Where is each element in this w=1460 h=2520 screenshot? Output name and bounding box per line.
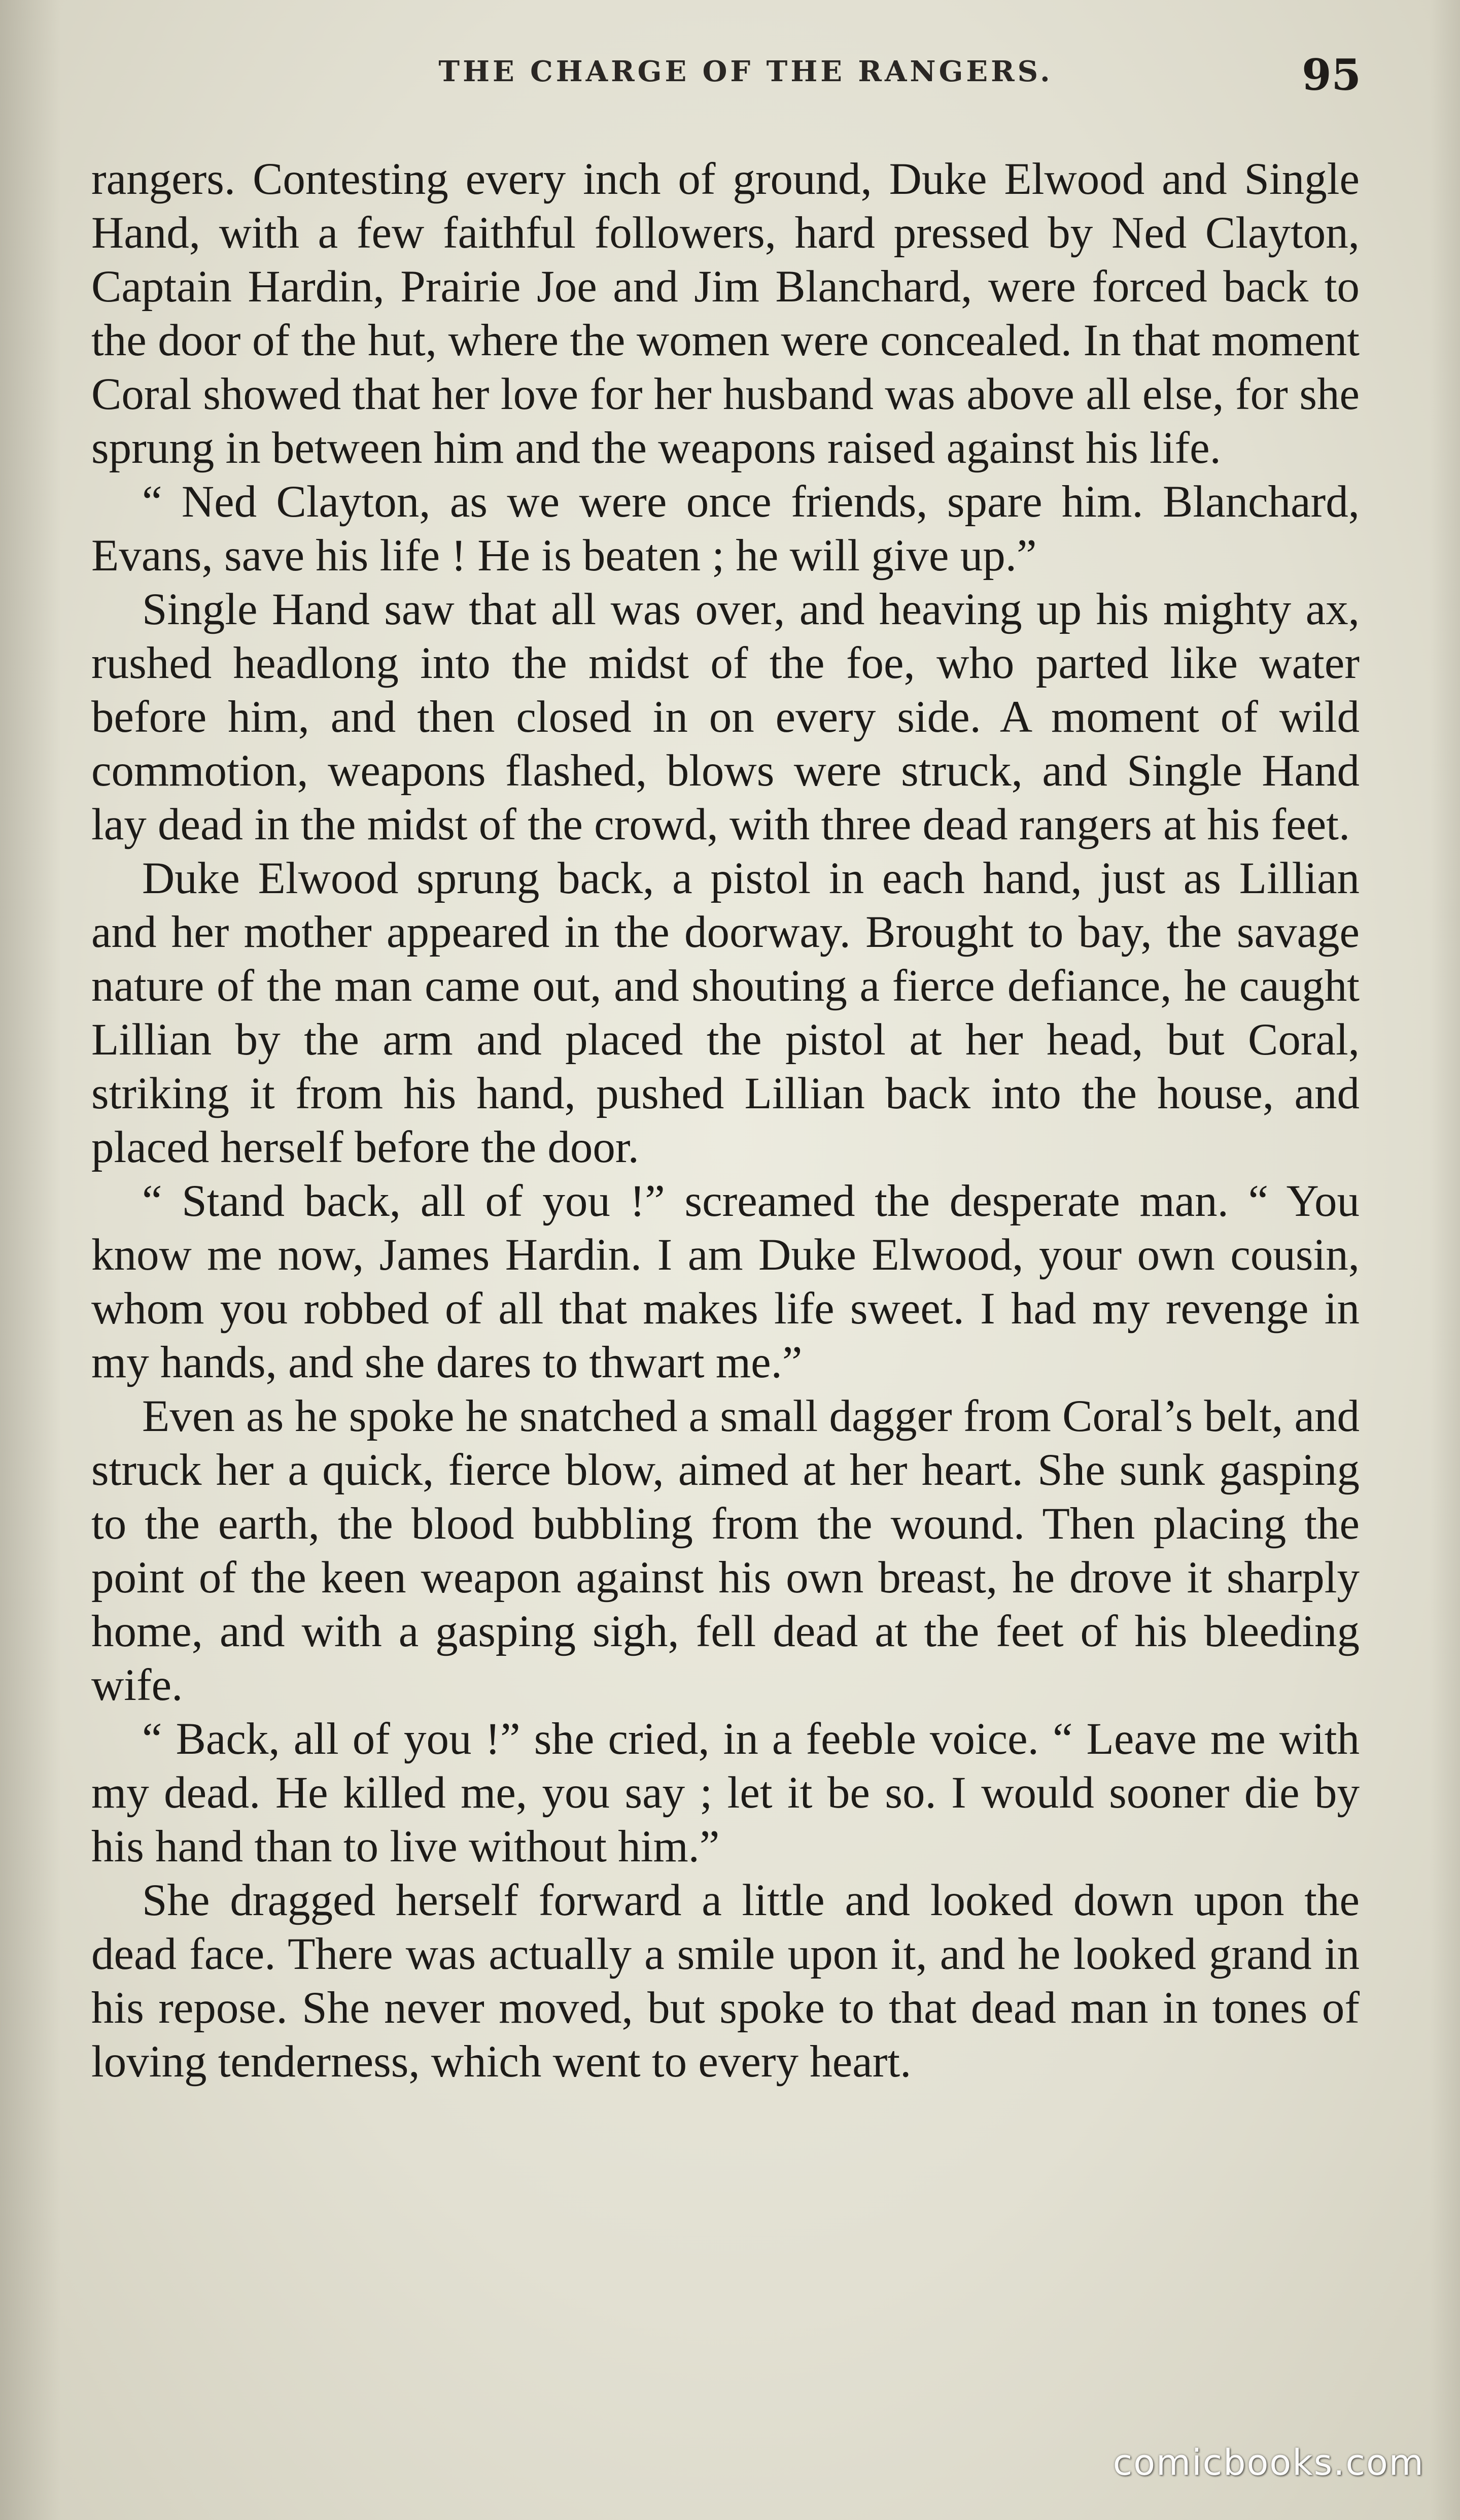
paragraph-2: “ Ned Clayton, as we were once friends, spare him. Blanchard, Evans, save his life ! He is beaten ; he will give up.”: [91, 477, 1360, 581]
running-head-title: THE CHARGE OF THE RANGERS.: [438, 55, 1053, 88]
paragraph-4: Duke Elwood sprung back, a pistol in each hand, just as Lillian and her mother appeared in the doorway. Brought to bay, the savage nature of the man came out, and shouting a fierce defiance, he caught Lillian by the arm and placed the pistol at her head, but Coral, striking it from his hand, pushed Lillian back into the house, and placed herself before the door.: [91, 854, 1360, 1172]
paragraph-6: Even as he spoke he snatched a small dagger from Coral’s belt, and struck her a quick, fierce blow, aimed at her heart. She sunk gasping to the earth, the blood bubbling from the wound. Then placing the point of the keen weapon against his own breast, he drove it sharply home, and with a gasping sigh, fell dead at the feet of his bleeding wife.: [91, 1391, 1360, 1710]
paragraph-5: “ Stand back, all of you !” screamed the desperate man. “ You know me now, James Hardin. I am Duke Elwood, your own cousin, whom you robbed of all that makes life sweet. I had my revenge in my hands, and she dares to thwart me.”: [91, 1176, 1360, 1387]
paragraph-8: She dragged herself forward a little and looked down upon the dead face. There was actually a smile upon it, and he looked grand in his repose. She never moved, but spoke to that dead man in tones of loving tenderness, which went to every heart.: [91, 1876, 1360, 2087]
body-text: [91, 152, 1360, 2089]
page-number: 95: [1302, 50, 1361, 100]
paragraph-1: rangers. Contesting every inch of ground, Duke Elwood and Single Hand, with a few faithful followers, hard pressed by Ned Clayton, Captain Hardin, Prairie Joe and Jim Blanchard, were forced back to the door of the hut, where the women were concealed. In that moment Coral showed that her love for her husband was above all else, for she sprung in between him and the weapons raised against his life.: [91, 154, 1360, 473]
watermark-text: comicbooks.com: [1113, 2442, 1424, 2483]
paragraph-3: Single Hand saw that all was over, and heaving up his mighty ax, rushed headlong into the midst of the foe, who parted like water before him, and then closed in on every side. A moment of wild commotion, weapons flashed, blows were struck, and Single Hand lay dead in the midst of the crowd, with three dead rangers at his feet.: [91, 585, 1360, 849]
paragraph-7: “ Back, all of you !” she cried, in a feeble voice. “ Leave me with my dead. He killed me, you say ; let it be so. I would sooner die by his hand than to live without him.”: [91, 1714, 1360, 1871]
